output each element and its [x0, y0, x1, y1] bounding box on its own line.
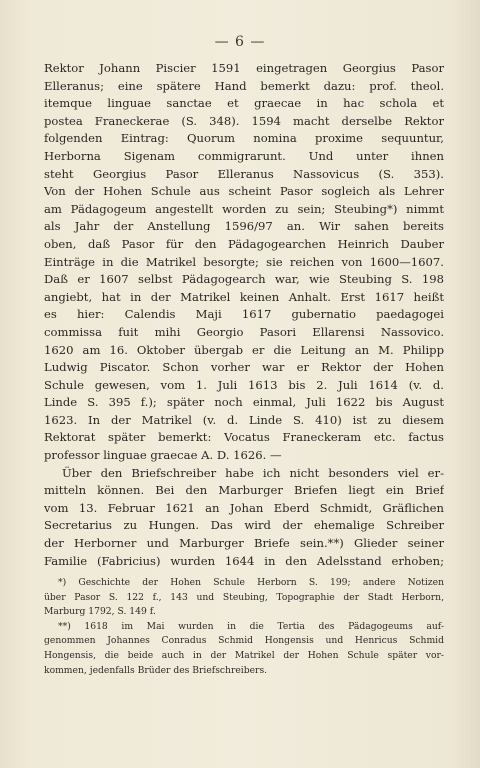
- footnote-line: *) Geschichte der Hohen Schule Herborn S. 199; andere Notizen: [58, 577, 444, 588]
- text-line: commissa fuit mihi Georgio Pasori Ellarensi Nassovico.: [44, 324, 444, 339]
- text-line: es hier: Calendis Maji 1617 gubernatio paedagogei: [44, 307, 444, 322]
- text-line: itemque linguae sanctae et graecae in hac schola et: [44, 96, 444, 111]
- page-number: — 6 —: [214, 34, 266, 50]
- text-line: Über den Briefschreiber habe ich nicht besonders viel er-: [62, 465, 444, 480]
- footnote-line: **) 1618 im Mai wurden in die Tertia des Pädagogeums auf-: [58, 620, 444, 632]
- text-line: folgenden Eintrag: Quorum nomina proxime sequuntur,: [44, 131, 444, 146]
- text-line: mitteln können. Bei den Marburger Briefen liegt ein Brief: [44, 483, 444, 498]
- text-line: Daß er 1607 selbst Pädagogearch war, wie Steubing S. 198: [44, 272, 444, 287]
- text-line: Familie (Fabricius) wurden 1644 in den Adelsstand erhoben;: [44, 553, 444, 568]
- text-line: Schule gewesen, vom 1. Juli 1613 bis 2. Juli 1614 (v. d.: [44, 377, 444, 392]
- footnote-line: Marburg 1792, S. 149 f.: [44, 606, 156, 618]
- text-line: postea Franeckerae (S. 348). 1594 macht derselbe Rektor: [44, 113, 444, 128]
- text-line: oben, daß Pasor für den Pädagogearchen Heinrich Dauber: [44, 236, 444, 251]
- text-line: 1623. In der Matrikel (v. d. Linde S. 410) ist zu diesem: [44, 412, 444, 427]
- text-line: Rektor Johann Piscier 1591 eingetragen Georgius Pasor: [44, 61, 444, 75]
- footnotes: [44, 576, 444, 678]
- main-text: [44, 60, 444, 570]
- text-line: steht Georgius Pasor Elleranus Nassovicus (S. 353).: [44, 166, 444, 181]
- text-line: Rektorat später bemerkt: Vocatus Franeckeram etc. factus: [44, 430, 444, 445]
- text-line: der Herborner und Marburger Briefe sein.**) Glieder seiner: [44, 536, 444, 551]
- text-line: Secretarius zu Hungen. Das wird der ehemalige Schreiber: [44, 518, 444, 533]
- text-line: Einträge in die Matrikel besorgte; sie reichen von 1600—1607.: [44, 254, 444, 269]
- text-line: Elleranus; eine spätere Hand bemerkt dazu: prof. theol.: [44, 78, 444, 93]
- footnote-line: genommen Johannes Conradus Schmid Hongensis und Henricus Schmid: [44, 635, 444, 647]
- text-line: Herborna Sigenam commigrarunt. Und unter ihnen: [44, 148, 444, 163]
- text-line: vom 13. Februar 1621 an Johan Eberd Schmidt, Gräflichen: [44, 500, 444, 515]
- footnote-line: kommen, jedenfalls Brüder des Briefschreibers.: [44, 664, 268, 676]
- text-line: 1620 am 16. Oktober übergab er die Leitung an M. Philipp: [44, 342, 444, 357]
- text-line: als Jahr der Anstellung 1596/97 an. Wir sahen bereits: [44, 219, 444, 234]
- footnote-line: Hongensis, die beide auch in der Matrikel der Hohen Schule später vor-: [44, 649, 444, 661]
- text-line: Von der Hohen Schule aus scheint Pasor sogleich als Lehrer: [44, 184, 444, 199]
- text-line: professor linguae graecae A. D. 1626. —: [44, 448, 282, 463]
- text-line: Ludwig Piscator. Schon vorher war er Rektor der Hohen: [44, 360, 444, 375]
- text-line: am Pädagogeum angestellt worden zu sein; Steubing*) nimmt: [44, 201, 444, 216]
- footnote-line: über Pasor S. 122 f., 143 und Steubing, Topographie der Stadt Herborn,: [44, 591, 444, 603]
- text-line: Linde S. 395 f.); später noch einmal, Juli 1622 bis August: [44, 395, 444, 410]
- text-line: angiebt, hat in der Matrikel keinen Anhalt. Erst 1617 heißt: [44, 289, 444, 304]
